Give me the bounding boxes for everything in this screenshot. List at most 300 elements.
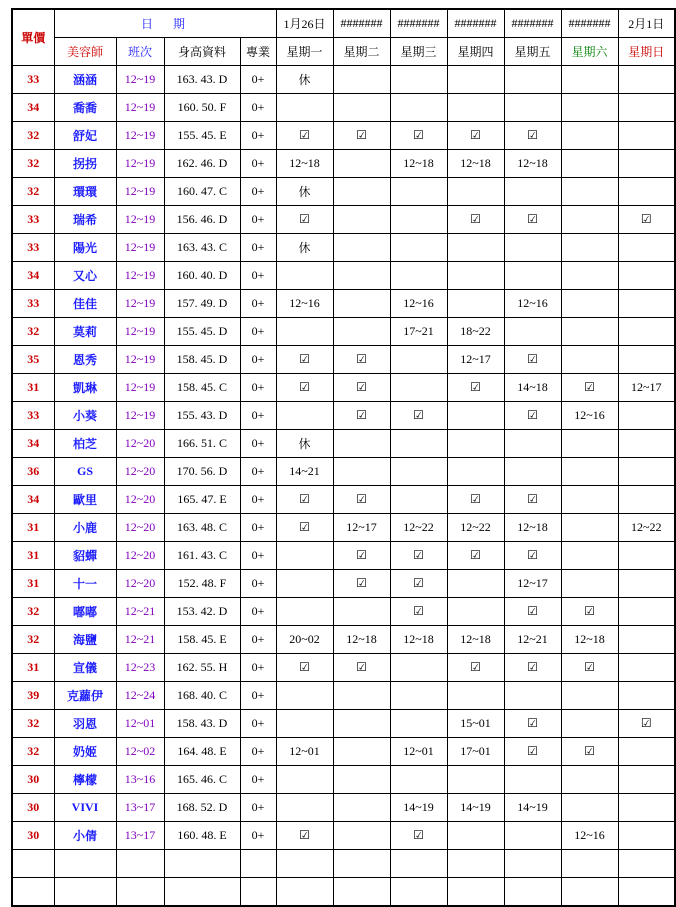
cell-day-2[interactable]: 12~16 [390, 290, 447, 318]
cell-body-data: 162. 55. H [164, 654, 240, 682]
cell-price: 32 [12, 122, 54, 150]
cell-day-1[interactable]: ☑ [333, 122, 390, 150]
cell-day-1[interactable]: ☑ [333, 570, 390, 598]
cell-day-1[interactable] [333, 822, 390, 850]
cell-day-3[interactable]: ☑ [447, 122, 504, 150]
cell-day-6[interactable] [618, 458, 675, 486]
cell-day-3[interactable]: 15~01 [447, 710, 504, 738]
cell-day-1[interactable]: ☑ [333, 346, 390, 374]
cell-day-5[interactable]: ☑ [561, 738, 618, 766]
cell-day-1[interactable] [333, 794, 390, 822]
cell-day-5[interactable] [561, 66, 618, 94]
cell-day-1[interactable] [333, 66, 390, 94]
header-col-stylist: 美容師 [54, 38, 116, 66]
cell-day-6[interactable] [618, 682, 675, 710]
cell-body-data: 158. 43. D [164, 710, 240, 738]
table-row [12, 346, 675, 374]
cell-day-5[interactable]: 12~16 [561, 822, 618, 850]
cell-price [12, 850, 54, 878]
cell-day-1[interactable] [333, 150, 390, 178]
cell-day-0[interactable]: ☑ [276, 206, 333, 234]
cell-day-4[interactable] [504, 262, 561, 290]
table-row [12, 682, 675, 710]
cell-day-5[interactable] [561, 346, 618, 374]
cell-price: 33 [12, 402, 54, 430]
cell-major: 0+ [240, 654, 276, 682]
cell-day-6[interactable] [618, 626, 675, 654]
cell-body-data [164, 850, 240, 878]
cell-day-6[interactable] [618, 486, 675, 514]
cell-day-4[interactable]: 12~18 [504, 514, 561, 542]
cell-major [240, 850, 276, 878]
cell-day-2[interactable] [390, 458, 447, 486]
cell-day-6[interactable] [618, 542, 675, 570]
cell-major: 0+ [240, 402, 276, 430]
cell-day-6[interactable]: ☑ [618, 206, 675, 234]
cell-day-6[interactable] [618, 346, 675, 374]
cell-day-5[interactable] [561, 794, 618, 822]
cell-body-data: 170. 56. D [164, 458, 240, 486]
cell-shift: 12~20 [116, 542, 164, 570]
cell-day-5[interactable] [561, 178, 618, 206]
cell-day-1[interactable] [333, 94, 390, 122]
cell-day-5[interactable] [561, 458, 618, 486]
cell-major: 0+ [240, 290, 276, 318]
header-day-1: 星期二 [333, 38, 390, 66]
cell-day-2[interactable]: 12~18 [390, 150, 447, 178]
cell-day-4[interactable]: 14~19 [504, 794, 561, 822]
cell-stylist-name [54, 850, 116, 878]
cell-day-1[interactable]: ☑ [333, 486, 390, 514]
cell-day-3[interactable] [447, 850, 504, 878]
cell-day-3[interactable] [447, 598, 504, 626]
cell-price: 34 [12, 430, 54, 458]
cell-day-2[interactable]: ☑ [390, 402, 447, 430]
cell-day-6[interactable] [618, 654, 675, 682]
cell-day-2[interactable] [390, 66, 447, 94]
cell-day-0[interactable]: 14~21 [276, 458, 333, 486]
cell-day-6[interactable] [618, 150, 675, 178]
cell-day-6[interactable]: 12~22 [618, 514, 675, 542]
cell-day-5[interactable] [561, 290, 618, 318]
cell-day-6[interactable] [618, 878, 675, 907]
cell-day-1[interactable] [333, 850, 390, 878]
cell-day-2[interactable] [390, 654, 447, 682]
cell-day-6[interactable] [618, 822, 675, 850]
cell-shift: 12~19 [116, 318, 164, 346]
cell-day-2[interactable] [390, 710, 447, 738]
cell-day-0[interactable]: ☑ [276, 122, 333, 150]
cell-day-2[interactable]: 12~22 [390, 514, 447, 542]
cell-shift: 12~20 [116, 430, 164, 458]
cell-day-3[interactable]: ☑ [447, 486, 504, 514]
cell-day-0[interactable]: 12~01 [276, 738, 333, 766]
cell-day-2[interactable] [390, 766, 447, 794]
cell-day-4[interactable] [504, 850, 561, 878]
header-col-shift: 班次 [116, 38, 164, 66]
cell-day-0[interactable] [276, 710, 333, 738]
cell-day-1[interactable] [333, 710, 390, 738]
cell-day-1[interactable] [333, 206, 390, 234]
cell-day-3[interactable]: 14~19 [447, 794, 504, 822]
cell-day-4[interactable]: ☑ [504, 206, 561, 234]
cell-day-5[interactable] [561, 766, 618, 794]
cell-day-1[interactable] [333, 682, 390, 710]
cell-day-0[interactable]: 休 [276, 234, 333, 262]
cell-shift: 12~19 [116, 94, 164, 122]
cell-day-1[interactable] [333, 766, 390, 794]
cell-shift: 12~19 [116, 66, 164, 94]
cell-day-6[interactable] [618, 122, 675, 150]
cell-day-5[interactable]: ☑ [561, 654, 618, 682]
cell-day-0[interactable]: ☑ [276, 346, 333, 374]
cell-day-4[interactable] [504, 766, 561, 794]
table-row [12, 262, 675, 290]
cell-stylist-name: 羽恩 [54, 710, 116, 738]
cell-day-3[interactable] [447, 682, 504, 710]
cell-day-5[interactable]: 12~16 [561, 402, 618, 430]
cell-day-1[interactable] [333, 878, 390, 907]
cell-stylist-name: 小葵 [54, 402, 116, 430]
cell-day-3[interactable] [447, 570, 504, 598]
cell-day-4[interactable]: 14~18 [504, 374, 561, 402]
cell-body-data: 158. 45. D [164, 346, 240, 374]
cell-day-1[interactable]: ☑ [333, 542, 390, 570]
cell-day-6[interactable] [618, 766, 675, 794]
cell-day-0[interactable]: ☑ [276, 654, 333, 682]
cell-shift: 12~19 [116, 290, 164, 318]
cell-day-4[interactable]: ☑ [504, 122, 561, 150]
cell-day-4[interactable]: ☑ [504, 738, 561, 766]
cell-major: 0+ [240, 150, 276, 178]
cell-day-1[interactable]: 12~18 [333, 626, 390, 654]
cell-day-0[interactable] [276, 262, 333, 290]
cell-day-2[interactable]: 12~01 [390, 738, 447, 766]
cell-day-4[interactable] [504, 178, 561, 206]
cell-day-2[interactable]: 14~19 [390, 794, 447, 822]
cell-stylist-name: 奶姬 [54, 738, 116, 766]
cell-day-4[interactable]: ☑ [504, 710, 561, 738]
cell-day-4[interactable] [504, 94, 561, 122]
cell-day-0[interactable]: 20~02 [276, 626, 333, 654]
cell-day-0[interactable] [276, 682, 333, 710]
cell-day-4[interactable] [504, 822, 561, 850]
cell-day-3[interactable]: ☑ [447, 542, 504, 570]
cell-day-6[interactable] [618, 94, 675, 122]
cell-day-3[interactable] [447, 262, 504, 290]
cell-day-3[interactable]: ☑ [447, 374, 504, 402]
cell-day-1[interactable]: ☑ [333, 374, 390, 402]
cell-day-3[interactable] [447, 766, 504, 794]
cell-day-5[interactable] [561, 150, 618, 178]
cell-day-3[interactable] [447, 878, 504, 907]
table-row [12, 234, 675, 262]
cell-day-0[interactable] [276, 794, 333, 822]
cell-day-4[interactable] [504, 318, 561, 346]
cell-day-0[interactable] [276, 850, 333, 878]
cell-day-3[interactable]: 12~18 [447, 150, 504, 178]
cell-body-data [164, 878, 240, 907]
cell-day-2[interactable]: ☑ [390, 542, 447, 570]
cell-day-3[interactable]: 12~22 [447, 514, 504, 542]
cell-day-5[interactable] [561, 234, 618, 262]
cell-day-0[interactable]: 12~16 [276, 290, 333, 318]
cell-day-2[interactable]: ☑ [390, 122, 447, 150]
header-date-6: 2月1日 [618, 9, 675, 38]
cell-day-6[interactable] [618, 430, 675, 458]
cell-day-3[interactable] [447, 822, 504, 850]
cell-body-data: 158. 45. C [164, 374, 240, 402]
cell-day-6[interactable]: 12~17 [618, 374, 675, 402]
cell-day-3[interactable] [447, 66, 504, 94]
cell-shift: 12~02 [116, 738, 164, 766]
cell-major: 0+ [240, 66, 276, 94]
cell-major: 0+ [240, 458, 276, 486]
cell-day-4[interactable] [504, 66, 561, 94]
cell-day-2[interactable] [390, 206, 447, 234]
cell-day-3[interactable]: ☑ [447, 654, 504, 682]
cell-day-6[interactable] [618, 850, 675, 878]
cell-price: 33 [12, 206, 54, 234]
cell-day-3[interactable]: 18~22 [447, 318, 504, 346]
cell-shift [116, 850, 164, 878]
cell-day-5[interactable] [561, 682, 618, 710]
cell-day-4[interactable]: ☑ [504, 486, 561, 514]
cell-day-2[interactable] [390, 486, 447, 514]
cell-day-2[interactable] [390, 374, 447, 402]
cell-price: 33 [12, 66, 54, 94]
cell-day-0[interactable]: ☑ [276, 374, 333, 402]
cell-day-4[interactable]: 12~21 [504, 626, 561, 654]
cell-day-5[interactable]: 12~18 [561, 626, 618, 654]
cell-day-2[interactable] [390, 262, 447, 290]
header-price: 單價 [12, 9, 54, 66]
cell-stylist-name: 佳佳 [54, 290, 116, 318]
cell-day-3[interactable] [447, 290, 504, 318]
cell-day-4[interactable] [504, 430, 561, 458]
cell-major: 0+ [240, 430, 276, 458]
cell-day-3[interactable] [447, 458, 504, 486]
cell-day-2[interactable] [390, 234, 447, 262]
cell-day-4[interactable] [504, 458, 561, 486]
cell-day-1[interactable] [333, 178, 390, 206]
cell-day-2[interactable] [390, 430, 447, 458]
header-day-5: 星期六 [561, 38, 618, 66]
cell-day-3[interactable] [447, 402, 504, 430]
cell-day-4[interactable]: ☑ [504, 654, 561, 682]
cell-day-5[interactable] [561, 318, 618, 346]
cell-day-2[interactable] [390, 878, 447, 907]
cell-day-5[interactable] [561, 262, 618, 290]
cell-body-data: 163. 43. C [164, 234, 240, 262]
cell-shift: 13~16 [116, 766, 164, 794]
cell-day-2[interactable]: ☑ [390, 822, 447, 850]
cell-major: 0+ [240, 262, 276, 290]
cell-day-6[interactable] [618, 290, 675, 318]
cell-day-0[interactable] [276, 570, 333, 598]
cell-day-5[interactable] [561, 710, 618, 738]
cell-day-5[interactable]: ☑ [561, 374, 618, 402]
cell-day-3[interactable] [447, 94, 504, 122]
cell-day-6[interactable] [618, 402, 675, 430]
cell-day-2[interactable] [390, 178, 447, 206]
cell-day-4[interactable] [504, 234, 561, 262]
cell-day-0[interactable]: 休 [276, 178, 333, 206]
table-row [12, 458, 675, 486]
cell-day-3[interactable]: 12~17 [447, 346, 504, 374]
cell-day-0[interactable]: ☑ [276, 514, 333, 542]
cell-stylist-name: VIVI [54, 794, 116, 822]
cell-day-2[interactable]: 17~21 [390, 318, 447, 346]
cell-shift: 13~17 [116, 822, 164, 850]
header-day-6: 星期日 [618, 38, 675, 66]
cell-day-1[interactable]: 12~17 [333, 514, 390, 542]
cell-day-0[interactable] [276, 766, 333, 794]
cell-day-0[interactable] [276, 94, 333, 122]
cell-major: 0+ [240, 122, 276, 150]
cell-day-5[interactable] [561, 122, 618, 150]
cell-shift: 13~17 [116, 794, 164, 822]
cell-day-1[interactable] [333, 290, 390, 318]
table-row [12, 486, 675, 514]
cell-day-4[interactable]: 12~18 [504, 150, 561, 178]
cell-day-0[interactable]: 休 [276, 66, 333, 94]
cell-day-4[interactable]: 12~16 [504, 290, 561, 318]
cell-day-5[interactable] [561, 570, 618, 598]
cell-day-5[interactable] [561, 514, 618, 542]
cell-day-3[interactable] [447, 234, 504, 262]
cell-day-4[interactable]: ☑ [504, 402, 561, 430]
header-day-3: 星期四 [447, 38, 504, 66]
cell-day-0[interactable]: 休 [276, 430, 333, 458]
schedule-sheet [0, 8, 665, 897]
cell-day-0[interactable]: ☑ [276, 822, 333, 850]
cell-day-6[interactable] [618, 598, 675, 626]
cell-day-1[interactable] [333, 458, 390, 486]
cell-day-6[interactable] [618, 318, 675, 346]
cell-price: 35 [12, 346, 54, 374]
cell-day-4[interactable]: ☑ [504, 598, 561, 626]
table-row [12, 290, 675, 318]
cell-day-6[interactable] [618, 234, 675, 262]
cell-day-2[interactable] [390, 346, 447, 374]
cell-day-0[interactable] [276, 878, 333, 907]
cell-day-4[interactable] [504, 682, 561, 710]
cell-shift: 12~01 [116, 710, 164, 738]
cell-day-5[interactable] [561, 542, 618, 570]
cell-major: 0+ [240, 570, 276, 598]
cell-day-1[interactable] [333, 262, 390, 290]
cell-day-6[interactable] [618, 794, 675, 822]
table-row [12, 66, 675, 94]
cell-stylist-name [54, 878, 116, 907]
cell-price: 32 [12, 598, 54, 626]
cell-day-3[interactable] [447, 430, 504, 458]
cell-price: 31 [12, 654, 54, 682]
cell-day-4[interactable]: ☑ [504, 542, 561, 570]
cell-day-4[interactable]: ☑ [504, 346, 561, 374]
cell-day-0[interactable]: 12~18 [276, 150, 333, 178]
cell-day-1[interactable] [333, 234, 390, 262]
cell-day-2[interactable]: ☑ [390, 570, 447, 598]
cell-stylist-name: 柏芝 [54, 430, 116, 458]
table-row [12, 94, 675, 122]
cell-day-3[interactable]: 12~18 [447, 626, 504, 654]
cell-day-6[interactable] [618, 66, 675, 94]
cell-day-6[interactable] [618, 570, 675, 598]
cell-day-0[interactable]: ☑ [276, 486, 333, 514]
header-date-3: ####### [447, 9, 504, 38]
cell-day-2[interactable]: ☑ [390, 598, 447, 626]
cell-stylist-name: 環環 [54, 178, 116, 206]
cell-day-1[interactable] [333, 738, 390, 766]
table-row [12, 822, 675, 850]
cell-stylist-name: 莫莉 [54, 318, 116, 346]
cell-price: 34 [12, 262, 54, 290]
cell-day-5[interactable] [561, 850, 618, 878]
cell-day-0[interactable] [276, 402, 333, 430]
cell-major [240, 878, 276, 907]
cell-day-5[interactable] [561, 878, 618, 907]
cell-day-4[interactable]: 12~17 [504, 570, 561, 598]
table-row [12, 570, 675, 598]
cell-day-2[interactable]: 12~18 [390, 626, 447, 654]
cell-day-1[interactable] [333, 430, 390, 458]
cell-day-1[interactable] [333, 318, 390, 346]
cell-shift: 12~24 [116, 682, 164, 710]
cell-day-5[interactable] [561, 486, 618, 514]
cell-day-5[interactable] [561, 206, 618, 234]
cell-day-3[interactable]: 17~01 [447, 738, 504, 766]
cell-day-2[interactable] [390, 850, 447, 878]
cell-day-1[interactable]: ☑ [333, 402, 390, 430]
cell-day-0[interactable] [276, 542, 333, 570]
cell-day-0[interactable] [276, 318, 333, 346]
cell-day-1[interactable] [333, 598, 390, 626]
cell-day-2[interactable] [390, 682, 447, 710]
cell-day-5[interactable] [561, 94, 618, 122]
cell-day-6[interactable] [618, 178, 675, 206]
cell-major: 0+ [240, 626, 276, 654]
cell-day-5[interactable] [561, 430, 618, 458]
cell-price [12, 878, 54, 907]
cell-day-6[interactable] [618, 738, 675, 766]
cell-shift: 12~19 [116, 402, 164, 430]
header-row-columns [12, 38, 675, 66]
cell-day-6[interactable]: ☑ [618, 710, 675, 738]
table-row [12, 430, 675, 458]
cell-body-data: 155. 43. D [164, 402, 240, 430]
schedule-table [11, 8, 676, 907]
cell-day-3[interactable]: ☑ [447, 206, 504, 234]
cell-body-data: 160. 48. E [164, 822, 240, 850]
cell-shift: 12~20 [116, 486, 164, 514]
cell-body-data: 156. 46. D [164, 206, 240, 234]
cell-day-4[interactable] [504, 878, 561, 907]
cell-day-3[interactable] [447, 178, 504, 206]
cell-day-5[interactable]: ☑ [561, 598, 618, 626]
cell-day-6[interactable] [618, 262, 675, 290]
cell-body-data: 165. 46. C [164, 766, 240, 794]
cell-day-2[interactable] [390, 94, 447, 122]
table-row [12, 402, 675, 430]
cell-day-1[interactable]: ☑ [333, 654, 390, 682]
cell-body-data: 163. 48. C [164, 514, 240, 542]
cell-day-0[interactable] [276, 598, 333, 626]
cell-body-data: 168. 52. D [164, 794, 240, 822]
cell-price: 33 [12, 290, 54, 318]
table-row [12, 542, 675, 570]
